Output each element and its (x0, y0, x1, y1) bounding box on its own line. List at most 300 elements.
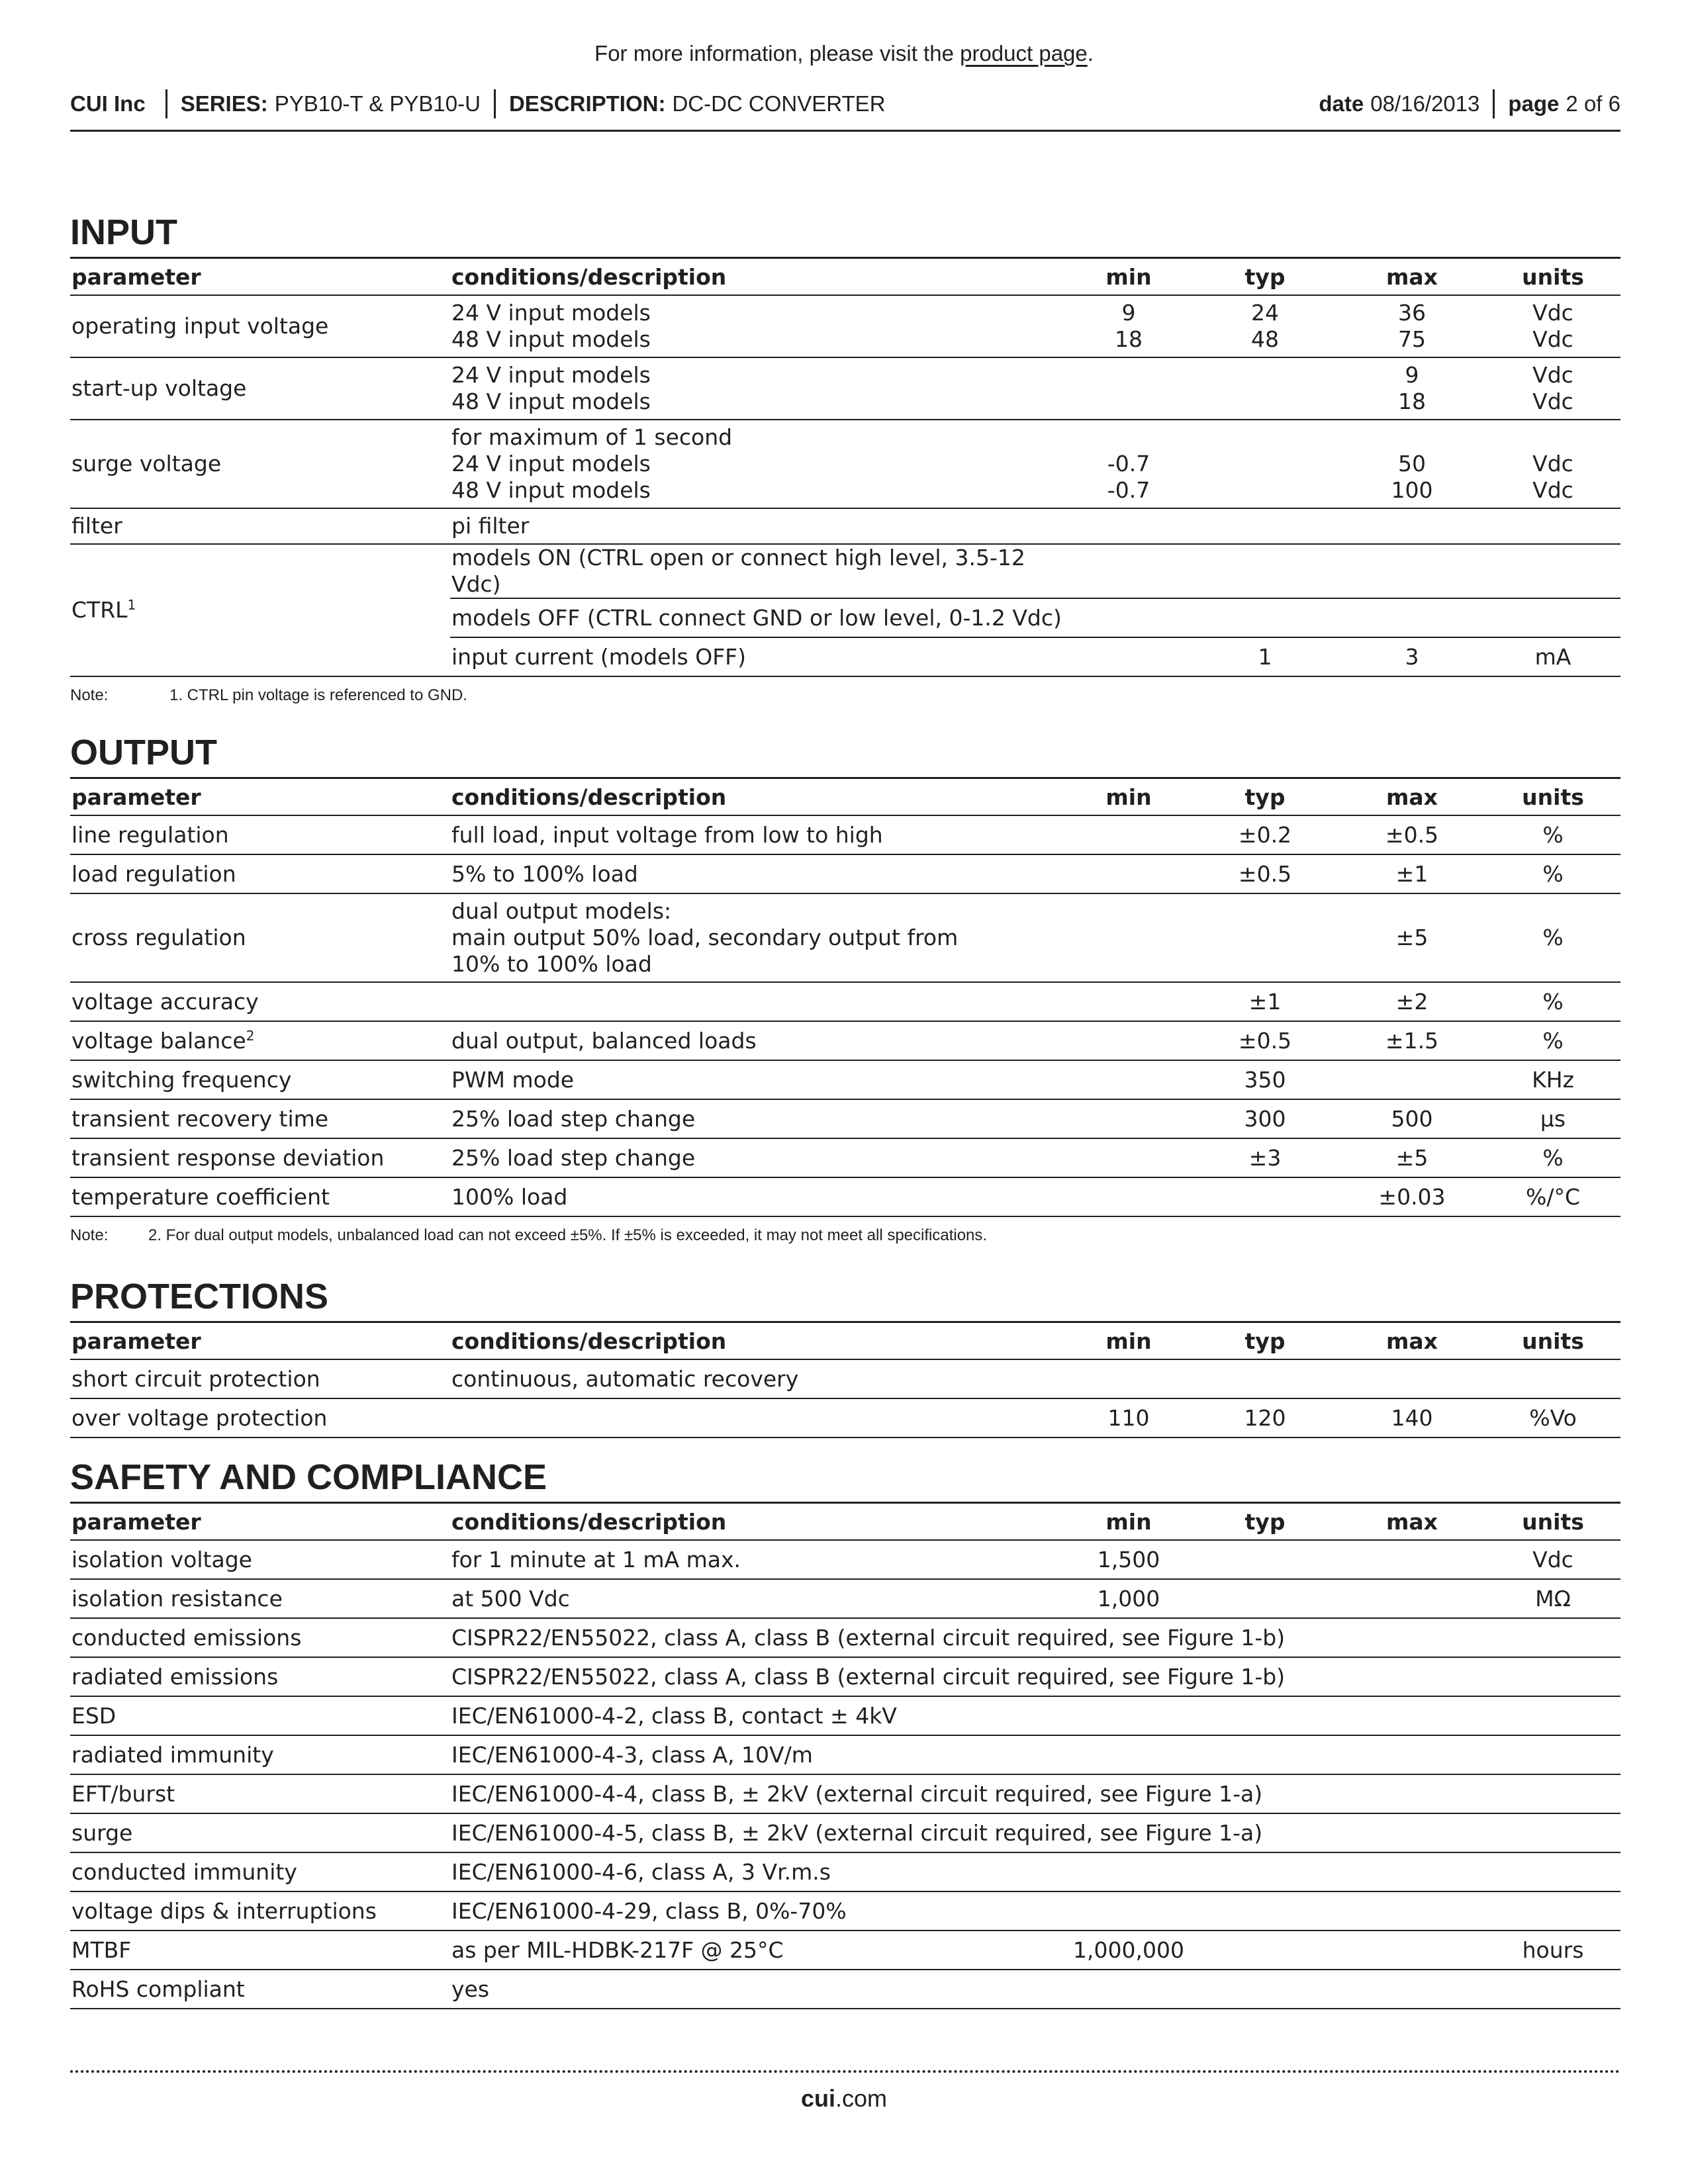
cell-conditions: at 500 Vdc (450, 1579, 1066, 1618)
cell-units (1485, 357, 1620, 420)
cell-min: 1,000,000 (1066, 1931, 1192, 1970)
cell-min (1066, 982, 1192, 1021)
cell-min (1066, 854, 1192, 893)
cell-min (1066, 544, 1192, 598)
cell-conditions: IEC/EN61000-4-29, class B, 0%-70% (450, 1891, 1066, 1931)
cell-typ: 300 (1192, 1099, 1338, 1138)
parameter-label: voltage accuracy (71, 988, 259, 1015)
cell-parameter (70, 815, 450, 854)
cell-max (1338, 1657, 1485, 1696)
cell-line: Vdc (1532, 388, 1573, 414)
cell-typ (1192, 1970, 1338, 2009)
table-row (70, 1657, 1620, 1696)
cell-units: % (1485, 1138, 1620, 1177)
parameter-label: conducted immunity (71, 1858, 297, 1885)
table-row (70, 1618, 1620, 1657)
protections-table (70, 1321, 1620, 1438)
cell-max: ±5 (1338, 1138, 1485, 1177)
cell-max (1338, 1060, 1485, 1099)
cell-parameter (70, 1060, 450, 1099)
cell-parameter (70, 1138, 450, 1177)
cell-max (1338, 1735, 1485, 1774)
cell-parameter (70, 1021, 450, 1060)
cell-typ: ±0.2 (1192, 815, 1338, 854)
cell-line: Vdc (1532, 326, 1573, 352)
table-row (70, 815, 1620, 854)
cell-max: ±0.5 (1338, 815, 1485, 854)
col-min: min (1066, 1503, 1192, 1541)
col-conditions: conditions/description (450, 778, 1066, 816)
cell-min (1066, 1060, 1192, 1099)
cell-max (1338, 1891, 1485, 1931)
col-typ: typ (1192, 1322, 1338, 1360)
cell-max (1338, 1618, 1485, 1657)
col-max: max (1338, 778, 1485, 816)
parameter-label: operating input voltage (71, 313, 329, 339)
cell-max (1338, 598, 1485, 637)
cell-typ (1192, 598, 1338, 637)
cell-line: pi filter (451, 513, 530, 539)
table-row (70, 1852, 1620, 1891)
table-row (70, 1931, 1620, 1970)
safety-title: SAFETY AND COMPLIANCE (70, 1457, 547, 1497)
table-row (70, 1970, 1620, 2009)
col-parameter: parameter (70, 1503, 450, 1541)
cell-units: Vdc (1485, 1540, 1620, 1579)
cell-units: % (1485, 893, 1620, 982)
note-text: 1. CTRL pin voltage is referenced to GND. (169, 686, 467, 704)
table-row (70, 1891, 1620, 1931)
cell-line: 24 V input models (451, 362, 651, 388)
cell-line: 25% load step change (451, 1144, 696, 1171)
cell-units (1485, 1891, 1620, 1931)
cell-line (1340, 513, 1484, 539)
col-min: min (1066, 1322, 1192, 1360)
cell-units (1485, 1852, 1620, 1891)
col-units: units (1485, 1322, 1620, 1360)
document-header (70, 89, 1620, 119)
cell-parameter (70, 1931, 450, 1970)
cell-min (1066, 357, 1192, 420)
cell-conditions: IEC/EN61000-4-3, class A, 10V/m (450, 1735, 1066, 1774)
cell-max (1338, 544, 1485, 598)
cell-conditions (450, 1398, 1066, 1437)
safety-section (70, 1458, 1620, 2009)
cell-conditions (450, 1021, 1066, 1060)
cell-max (1338, 1579, 1485, 1618)
cell-line: dual output, balanced loads (451, 1027, 757, 1054)
cell-typ (1192, 1359, 1338, 1398)
cell-parameter (70, 1359, 450, 1398)
cell-units (1485, 1735, 1620, 1774)
cell-conditions (450, 357, 1066, 420)
output-section (70, 733, 1620, 1245)
cell-min (1066, 1735, 1192, 1774)
cell-max (1338, 357, 1485, 420)
cell-max: 3 (1338, 637, 1485, 676)
parameter-label: transient recovery time (71, 1105, 329, 1132)
input-title: INPUT (70, 212, 177, 252)
parameter-label: transient response deviation (71, 1144, 385, 1171)
cell-min: 1,500 (1066, 1540, 1192, 1579)
header-separator (165, 89, 167, 118)
cell-units: KHz (1485, 1060, 1620, 1099)
cell-units: %/°C (1485, 1177, 1620, 1216)
cell-line: Vdc (1532, 451, 1573, 477)
table-header-row (70, 1503, 1620, 1541)
cell-line (1193, 451, 1337, 477)
cell-line: 9 (1405, 362, 1419, 388)
protections-title: PROTECTIONS (70, 1277, 329, 1316)
parameter-label: voltage dips & interruptions (71, 1897, 377, 1924)
table-row (70, 1398, 1620, 1437)
col-units: units (1485, 1503, 1620, 1541)
cell-min (1066, 420, 1192, 508)
table-row (70, 1696, 1620, 1735)
parameter-label: voltage balance (71, 1027, 246, 1054)
table-row (70, 508, 1620, 544)
cell-line: Vdc (1532, 362, 1573, 388)
page-label: page (1508, 91, 1560, 116)
table-row (70, 1359, 1620, 1398)
cell-line (1067, 513, 1190, 539)
col-min: min (1066, 778, 1192, 816)
top-info-end: . (1087, 41, 1094, 66)
cell-line: -0.7 (1107, 477, 1150, 503)
cell-line (1193, 477, 1337, 504)
parameter-label: switching frequency (71, 1066, 292, 1093)
parameter-label: surge voltage (71, 451, 222, 477)
cell-typ: 1 (1192, 637, 1338, 676)
cell-units: MΩ (1485, 1579, 1620, 1618)
cell-min (1066, 598, 1192, 637)
cell-parameter (70, 1891, 450, 1931)
cell-line: 48 V input models (451, 326, 651, 352)
cell-units: hours (1485, 1931, 1620, 1970)
cell-line: 48 V input models (451, 388, 651, 414)
parameter-label: surge (71, 1819, 133, 1846)
table-row (70, 1021, 1620, 1060)
cell-max: 500 (1338, 1099, 1485, 1138)
cell-units: μs (1485, 1099, 1620, 1138)
parameter-label: radiated immunity (71, 1741, 274, 1768)
cell-units (1485, 598, 1620, 637)
cell-line: 100 (1391, 477, 1433, 503)
cell-conditions: as per MIL-HDBK-217F @ 25°C (450, 1931, 1066, 1970)
parameter-label: CTRL (71, 597, 128, 623)
cell-line: 5% to 100% load (451, 860, 638, 887)
cell-line: 9 (1121, 300, 1136, 326)
table-row (70, 357, 1620, 420)
cell-conditions (450, 893, 1066, 982)
cell-conditions (450, 508, 1066, 544)
cell-min (1066, 1696, 1192, 1735)
cell-conditions: models ON (CTRL open or connect high level, 3.5-12 Vdc) (450, 544, 1066, 598)
cell-typ (1192, 1931, 1338, 1970)
cell-line (1067, 424, 1190, 451)
cell-typ (1192, 1579, 1338, 1618)
table-row (70, 1813, 1620, 1852)
cell-min (1066, 1177, 1192, 1216)
col-min: min (1066, 258, 1192, 296)
table-row (70, 420, 1620, 508)
col-conditions: conditions/description (450, 1503, 1066, 1541)
cell-line (1067, 388, 1190, 415)
cell-parameter (70, 982, 450, 1021)
cell-typ (1192, 1891, 1338, 1931)
cell-conditions (450, 420, 1066, 508)
cell-parameter (70, 544, 450, 676)
cell-units: % (1485, 1021, 1620, 1060)
col-max: max (1338, 1322, 1485, 1360)
parameter-label: conducted emissions (71, 1624, 302, 1651)
table-row (70, 295, 1620, 357)
cell-line: -0.7 (1107, 451, 1150, 477)
product-page-link[interactable]: product page (960, 41, 1088, 66)
cell-units (1485, 1813, 1620, 1852)
cell-conditions (450, 815, 1066, 854)
page-value: 2 of 6 (1566, 91, 1620, 116)
cell-typ (1192, 1852, 1338, 1891)
cell-max (1338, 1970, 1485, 2009)
cell-max (1338, 1813, 1485, 1852)
cell-max (1338, 1931, 1485, 1970)
header-separator (1493, 89, 1495, 118)
parameter-label: load regulation (71, 860, 236, 887)
cell-parameter (70, 893, 450, 982)
parameter-label: over voltage protection (71, 1404, 328, 1431)
col-max: max (1338, 258, 1485, 296)
cell-line: Vdc (1532, 300, 1573, 326)
note-text: 2. For dual output models, unbalanced load can not exceed ±5%. If ±5% is exceeded, it may not meet all specifications. (148, 1226, 988, 1244)
cell-parameter (70, 295, 450, 357)
footer-brand: cui (800, 2085, 835, 2112)
cell-units (1485, 1774, 1620, 1813)
cell-typ (1192, 544, 1338, 598)
cell-conditions: yes (450, 1970, 1066, 2009)
cell-max: ±2 (1338, 982, 1485, 1021)
table-row (70, 1579, 1620, 1618)
col-max: max (1338, 1503, 1485, 1541)
cell-typ: 350 (1192, 1060, 1338, 1099)
cell-max: ±1.5 (1338, 1021, 1485, 1060)
cell-typ (1192, 357, 1338, 420)
input-section (70, 213, 1620, 705)
table-row (70, 854, 1620, 893)
col-typ: typ (1192, 258, 1338, 296)
cell-parameter (70, 1540, 450, 1579)
cell-units (1485, 1657, 1620, 1696)
cell-max (1338, 508, 1485, 544)
cell-typ: 120 (1192, 1398, 1338, 1437)
cell-line (1340, 424, 1484, 451)
parameter-label: EFT/burst (71, 1780, 175, 1807)
cell-parameter (70, 1813, 450, 1852)
cell-units (1485, 544, 1620, 598)
cell-line: 50 (1398, 451, 1426, 477)
cell-line (1193, 424, 1337, 451)
cell-line: 18 (1115, 326, 1143, 352)
cell-max: ±0.03 (1338, 1177, 1485, 1216)
table-header-row (70, 1322, 1620, 1360)
cell-typ: ±1 (1192, 982, 1338, 1021)
cell-min (1066, 1970, 1192, 2009)
cell-units (1485, 1359, 1620, 1398)
cell-typ: ±3 (1192, 1138, 1338, 1177)
parameter-label: line regulation (71, 821, 229, 848)
footnote-marker: 1 (127, 597, 136, 613)
col-conditions: conditions/description (450, 258, 1066, 296)
cell-typ (1192, 295, 1338, 357)
cell-max: ±5 (1338, 893, 1485, 982)
cell-parameter (70, 1099, 450, 1138)
cell-conditions (450, 1099, 1066, 1138)
table-header-row (70, 778, 1620, 816)
cell-line: 75 (1398, 326, 1426, 352)
cell-max (1338, 1774, 1485, 1813)
output-table (70, 777, 1620, 1217)
col-parameter: parameter (70, 778, 450, 816)
cell-min (1066, 295, 1192, 357)
cell-max (1338, 295, 1485, 357)
cell-line: Vdc (1532, 477, 1573, 503)
cell-parameter (70, 357, 450, 420)
table-row (70, 1540, 1620, 1579)
parameter-label: MTBF (71, 1936, 132, 1963)
cell-parameter (70, 1618, 450, 1657)
cell-units: % (1485, 854, 1620, 893)
cell-units (1485, 1970, 1620, 2009)
cell-min (1066, 1359, 1192, 1398)
table-header-row (70, 258, 1620, 296)
cell-line: PWM mode (451, 1066, 575, 1093)
col-typ: typ (1192, 778, 1338, 816)
top-info-text: For more information, please visit the (594, 41, 954, 66)
output-title: OUTPUT (70, 733, 217, 772)
cell-typ (1192, 893, 1338, 982)
cell-conditions (450, 295, 1066, 357)
cell-units: %Vo (1485, 1398, 1620, 1437)
col-parameter: parameter (70, 1322, 450, 1360)
cell-parameter (70, 854, 450, 893)
cell-min: 1,000 (1066, 1579, 1192, 1618)
parameter-label: filter (71, 513, 122, 539)
cell-line (1193, 388, 1337, 415)
cell-max (1338, 1540, 1485, 1579)
parameter-label: ESD (71, 1702, 117, 1729)
cell-line: 24 V input models (451, 451, 651, 477)
cell-conditions (450, 1177, 1066, 1216)
cell-line: full load, input voltage from low to high (451, 821, 883, 848)
cell-line: 48 (1251, 326, 1279, 352)
cell-max: 140 (1338, 1398, 1485, 1437)
input-table (70, 257, 1620, 677)
note-label: Note: (70, 686, 109, 704)
cell-units (1485, 420, 1620, 508)
description-value: DC-DC CONVERTER (672, 91, 886, 116)
footnote-marker: 2 (246, 1027, 255, 1044)
parameter-label: isolation resistance (71, 1585, 283, 1612)
cell-parameter (70, 1398, 450, 1437)
cell-line (1193, 362, 1337, 388)
cell-parameter (70, 1579, 450, 1618)
cell-units (1485, 1618, 1620, 1657)
cell-parameter (70, 1696, 450, 1735)
cell-typ (1192, 1177, 1338, 1216)
cell-typ (1192, 1696, 1338, 1735)
cell-typ (1192, 420, 1338, 508)
cell-conditions: models OFF (CTRL connect GND or low level, 0-1.2 Vdc) (450, 598, 1066, 637)
date-label: date (1319, 91, 1364, 116)
protections-section (70, 1277, 1620, 1438)
table-row (70, 893, 1620, 982)
cell-max (1338, 1359, 1485, 1398)
cell-typ: ±0.5 (1192, 854, 1338, 893)
footer (0, 2085, 1688, 2113)
cell-conditions: for 1 minute at 1 mA max. (450, 1540, 1066, 1579)
cell-conditions (450, 982, 1066, 1021)
col-parameter: parameter (70, 258, 450, 296)
cell-line: 24 (1251, 300, 1279, 326)
cell-parameter (70, 1177, 450, 1216)
cell-units: % (1485, 982, 1620, 1021)
cell-line: 18 (1398, 388, 1426, 414)
footer-rule (70, 2070, 1620, 2073)
cell-conditions: IEC/EN61000-4-5, class B, ± 2kV (external circuit required, see Figure 1-a) (450, 1813, 1066, 1852)
col-units: units (1485, 778, 1620, 816)
parameter-label: start-up voltage (71, 375, 247, 401)
cell-min (1066, 1099, 1192, 1138)
parameter-label: isolation voltage (71, 1546, 252, 1572)
cell-conditions (450, 1138, 1066, 1177)
cell-max (1338, 1852, 1485, 1891)
cell-line: 36 (1398, 300, 1426, 326)
col-typ: typ (1192, 1503, 1338, 1541)
header-rule (70, 130, 1620, 132)
cell-line: 48 V input models (451, 477, 651, 503)
cell-line (451, 989, 1064, 1015)
cell-typ (1192, 508, 1338, 544)
cell-line (1193, 513, 1337, 539)
cell-parameter (70, 420, 450, 508)
series-value: PYB10-T & PYB10-U (274, 91, 481, 116)
cell-line (1487, 513, 1619, 539)
cell-conditions: input current (models OFF) (450, 637, 1066, 676)
cell-min (1066, 815, 1192, 854)
cell-conditions: IEC/EN61000-4-6, class A, 3 Vr.m.s (450, 1852, 1066, 1891)
cell-min (1066, 637, 1192, 676)
cell-units (1485, 1696, 1620, 1735)
cell-units (1485, 295, 1620, 357)
output-note (70, 1226, 1620, 1245)
series-label: SERIES: (180, 91, 268, 116)
date-value: 08/16/2013 (1370, 91, 1480, 116)
cell-min (1066, 508, 1192, 544)
cell-typ (1192, 1540, 1338, 1579)
cell-conditions: IEC/EN61000-4-4, class B, ± 2kV (external circuit required, see Figure 1-a) (450, 1774, 1066, 1813)
table-row (70, 1060, 1620, 1099)
cell-parameter (70, 508, 450, 544)
note-label: Note: (70, 1226, 109, 1244)
cell-conditions: continuous, automatic recovery (450, 1359, 1066, 1398)
cell-parameter (70, 1970, 450, 2009)
cell-max: ±1 (1338, 854, 1485, 893)
top-info-note (0, 41, 1688, 66)
input-note (70, 686, 1620, 705)
col-conditions: conditions/description (450, 1322, 1066, 1360)
cell-typ: ±0.5 (1192, 1021, 1338, 1060)
cell-min (1066, 893, 1192, 982)
